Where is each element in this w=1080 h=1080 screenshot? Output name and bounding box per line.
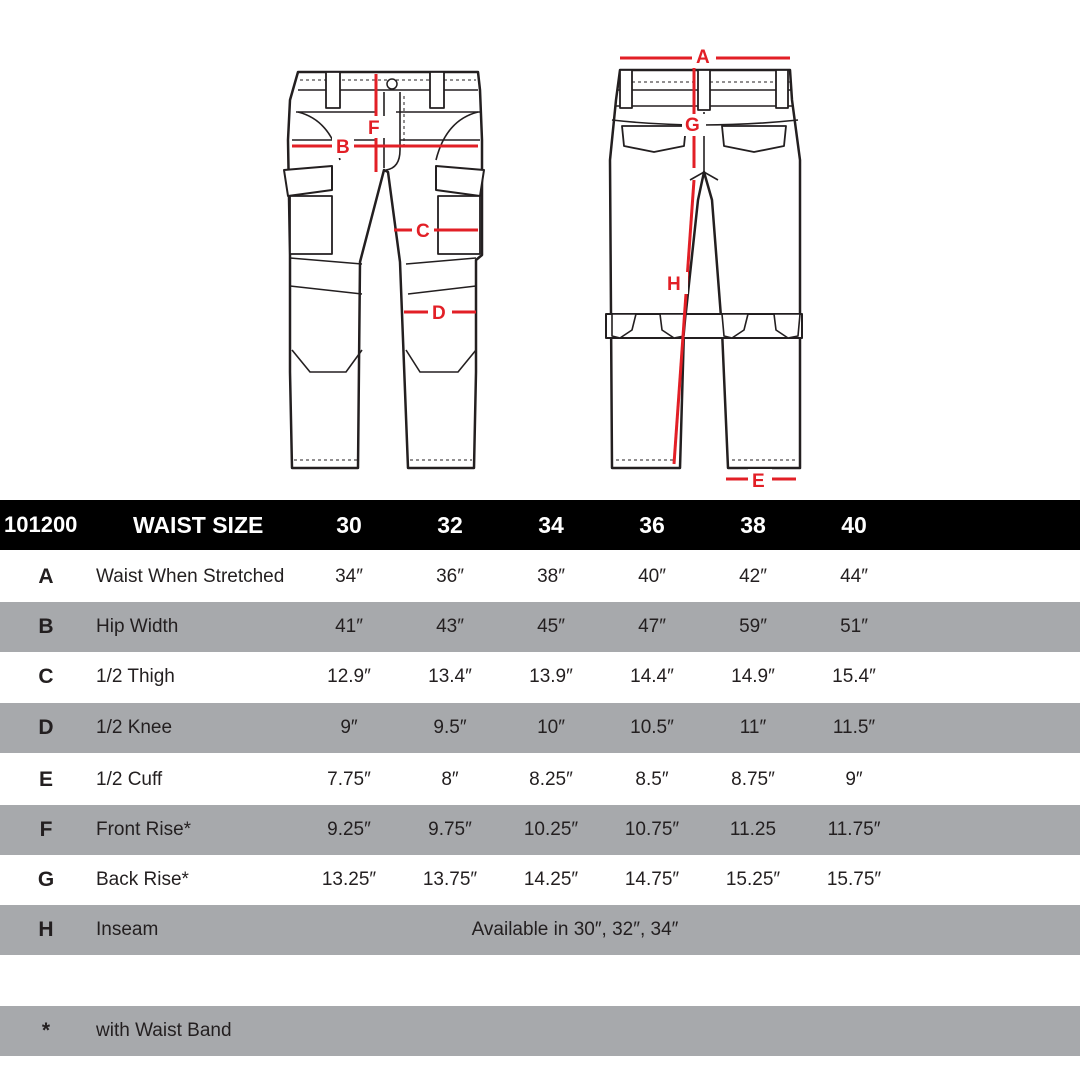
size-header-36: 36 bbox=[639, 511, 665, 538]
front-view-pants bbox=[284, 72, 484, 468]
value-cell: 14.25″ bbox=[523, 869, 579, 890]
size-header-34: 34 bbox=[538, 511, 564, 538]
value-cell: 9″ bbox=[340, 717, 358, 738]
table-row-e bbox=[0, 755, 1080, 805]
value-cell: 11″ bbox=[739, 717, 767, 738]
footnote-text: with Waist Band bbox=[96, 1020, 232, 1041]
value-cell: 10.25″ bbox=[523, 819, 579, 840]
value-cell: 14.75″ bbox=[624, 869, 680, 890]
value-cell: 8.75″ bbox=[731, 769, 775, 790]
value-cell: 45″ bbox=[537, 616, 565, 637]
table-row-d bbox=[0, 703, 1080, 753]
table-row-f bbox=[0, 805, 1080, 855]
value-cell: 8.25″ bbox=[529, 769, 573, 790]
label-d: D bbox=[432, 303, 446, 324]
value-cell: 13.4″ bbox=[428, 666, 472, 687]
value-cell: 9.75″ bbox=[428, 819, 472, 840]
row-code: H bbox=[38, 918, 54, 941]
value-cell: 42″ bbox=[739, 566, 767, 587]
row-code: F bbox=[39, 818, 53, 841]
value-cell: 7.75″ bbox=[327, 769, 371, 790]
row-label: 1/2 Thigh bbox=[96, 666, 175, 687]
value-cell: 36″ bbox=[436, 566, 464, 587]
product-code: 101200 bbox=[4, 512, 78, 537]
table-row-g bbox=[0, 855, 1080, 905]
row-label: Inseam bbox=[96, 919, 159, 940]
size-header-32: 32 bbox=[437, 511, 463, 538]
value-cell: 12.9″ bbox=[327, 666, 371, 687]
value-cell: 34″ bbox=[335, 566, 363, 587]
value-cell: 10.75″ bbox=[624, 819, 680, 840]
row-code: G bbox=[37, 868, 55, 891]
size-header-30: 30 bbox=[336, 511, 362, 538]
row-code: B bbox=[38, 615, 54, 638]
value-cell: 9.25″ bbox=[327, 819, 371, 840]
value-cell: 13.75″ bbox=[422, 869, 478, 890]
value-cell: 9″ bbox=[845, 769, 863, 790]
value-cell: 40″ bbox=[638, 566, 666, 587]
table-row-h bbox=[0, 905, 1080, 955]
value-cell: 10.5″ bbox=[630, 717, 674, 738]
table-header-row bbox=[0, 500, 1080, 550]
label-h: H bbox=[667, 274, 681, 295]
row-code: E bbox=[38, 768, 53, 791]
row-label: Hip Width bbox=[96, 616, 179, 637]
table-row-a bbox=[0, 552, 1080, 602]
label-g: G bbox=[685, 115, 700, 136]
label-e: E bbox=[752, 471, 765, 492]
size-header-40: 40 bbox=[841, 511, 867, 538]
label-a: A bbox=[696, 47, 710, 68]
row-label: Front Rise* bbox=[96, 819, 192, 840]
value-cell: 59″ bbox=[739, 616, 767, 637]
row-label: Waist When Stretched bbox=[96, 566, 285, 587]
value-cell: 8″ bbox=[441, 769, 459, 790]
row-label: 1/2 Knee bbox=[96, 717, 173, 738]
value-cell: 13.9″ bbox=[529, 666, 573, 687]
value-cell: 11.5″ bbox=[832, 717, 876, 738]
row-code: D bbox=[38, 716, 54, 739]
value-cell: 11.25 bbox=[729, 819, 777, 840]
label-c: C bbox=[416, 221, 430, 242]
size-header-38: 38 bbox=[740, 511, 766, 538]
value-cell: 8.5″ bbox=[635, 769, 669, 790]
waist-size-header: WAIST SIZE bbox=[133, 511, 264, 538]
table-row-b bbox=[0, 602, 1080, 652]
footnote-row bbox=[0, 1006, 1080, 1056]
value-cell: 38″ bbox=[537, 566, 565, 587]
value-cell: 14.9″ bbox=[731, 666, 775, 687]
value-cell: 15.4″ bbox=[832, 666, 876, 687]
value-cell: 47″ bbox=[638, 616, 666, 637]
value-cell: 41″ bbox=[335, 616, 363, 637]
row-code: C bbox=[38, 665, 54, 688]
value-cell: 13.25″ bbox=[321, 869, 377, 890]
back-view-pants bbox=[606, 46, 802, 492]
footnote-asterisk: * bbox=[41, 1019, 51, 1042]
value-cell: 51″ bbox=[840, 616, 868, 637]
value-cell: 11.75″ bbox=[827, 819, 881, 840]
value-cell: 10″ bbox=[537, 717, 565, 738]
inseam-availability: Available in 30″, 32″, 34″ bbox=[471, 919, 679, 940]
value-cell: 15.25″ bbox=[725, 869, 781, 890]
table-row-c bbox=[0, 652, 1080, 702]
value-cell: 15.75″ bbox=[826, 869, 882, 890]
value-cell: 44″ bbox=[840, 566, 868, 587]
row-label: 1/2 Cuff bbox=[96, 769, 163, 790]
label-f: F bbox=[368, 118, 380, 139]
row-code: A bbox=[38, 565, 54, 588]
value-cell: 14.4″ bbox=[630, 666, 674, 687]
label-b: B bbox=[336, 137, 350, 158]
pants-measurement-diagram bbox=[0, 0, 1080, 500]
value-cell: 43″ bbox=[436, 616, 464, 637]
row-label: Back Rise* bbox=[96, 869, 189, 890]
value-cell: 9.5″ bbox=[433, 717, 467, 738]
